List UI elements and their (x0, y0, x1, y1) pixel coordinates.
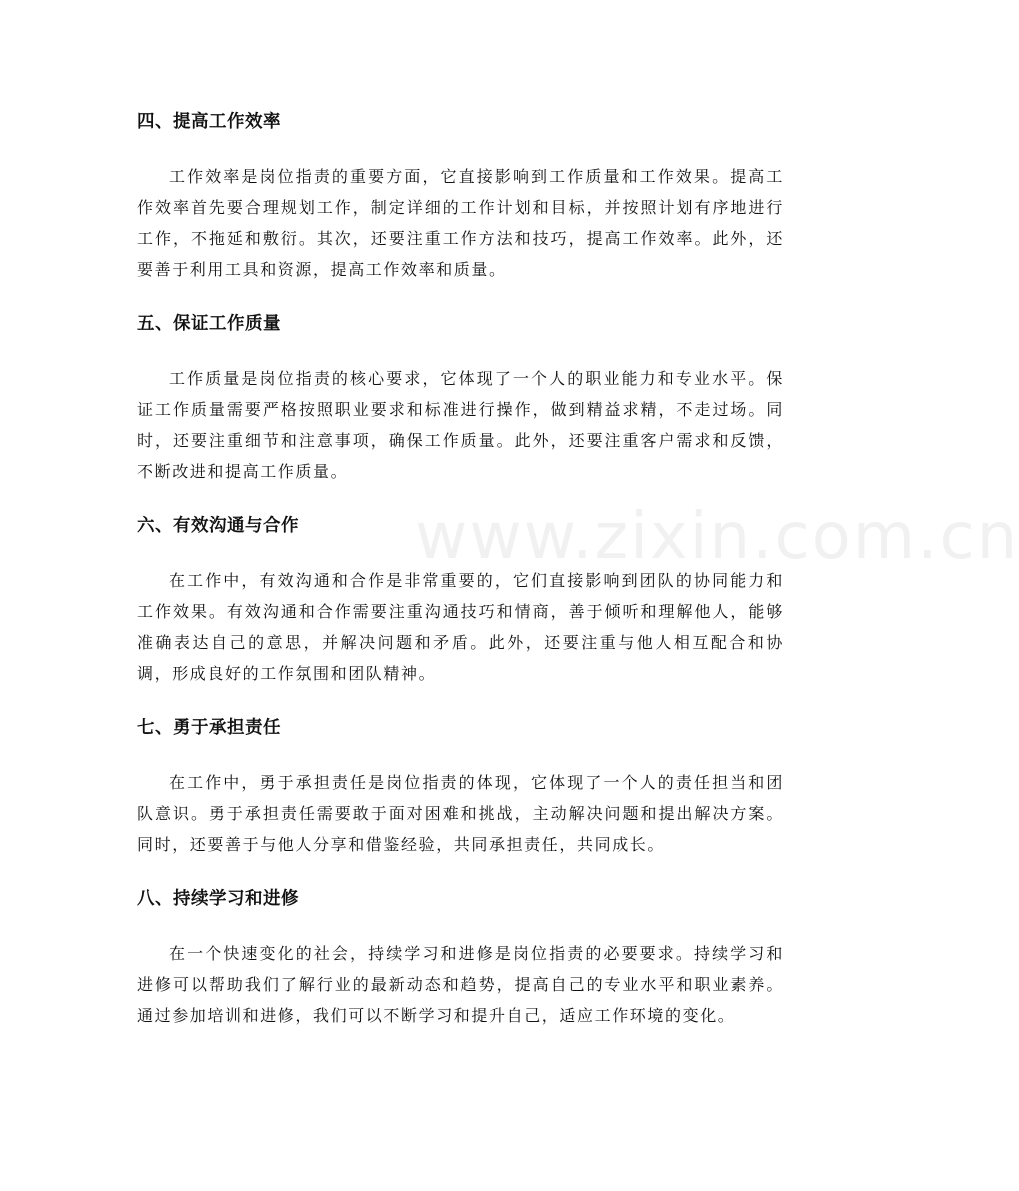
section-body-5: 工作质量是岗位指责的核心要求，它体现了一个人的职业能力和专业水平。保证工作质量需要严格按照职业要求和标准进行操作，做到精益求精，不走过场。同时，还要注重细节和注意事项，确保工作质量。此外，还要注重客户需求和反馈，不断改进和提高工作质量。 (137, 369, 784, 481)
section-heading-6: 六、有效沟通与合作 (137, 516, 299, 536)
section-body-8: 在一个快速变化的社会，持续学习和进修是岗位指责的必要要求。持续学习和进修可以帮助我们了解行业的最新动态和趋势，提高自己的专业水平和职业素养。通过参加培训和进修，我们可以不断学习和提升自己，适应工作环境的变化。 (137, 944, 784, 1025)
section-body-7: 在工作中，勇于承担责任是岗位指责的体现，它体现了一个人的责任担当和团队意识。勇于承担责任需要敢于面对困难和挑战，主动解决问题和提出解决方案。同时，还要善于与他人分享和借鉴经验，共同承担责任，共同成长。 (137, 773, 784, 854)
section-body-4: 工作效率是岗位指责的重要方面，它直接影响到工作质量和工作效果。提高工作效率首先要合理规划工作，制定详细的工作计划和目标，并按照计划有序地进行工作，不拖延和敷衍。其次，还要注重工作方法和技巧，提高工作效率。此外，还要善于利用工具和资源，提高工作效率和质量。 (137, 167, 784, 279)
document-content (137, 104, 784, 1052)
watermark: www.zixin.com.cn (415, 500, 1019, 574)
section-heading-8: 八、持续学习和进修 (137, 889, 299, 909)
section-heading-4: 四、提高工作效率 (137, 112, 281, 132)
section-heading-7: 七、勇于承担责任 (137, 718, 281, 738)
section-body-6: 在工作中，有效沟通和合作是非常重要的，它们直接影响到团队的协同能力和工作效果。有效沟通和合作需要注重沟通技巧和情商，善于倾听和理解他人，能够准确表达自己的意思，并解决问题和矛盾。此外，还要注重与他人相互配合和协调，形成良好的工作氛围和团队精神。 (137, 571, 784, 683)
section-heading-5: 五、保证工作质量 (137, 314, 281, 334)
